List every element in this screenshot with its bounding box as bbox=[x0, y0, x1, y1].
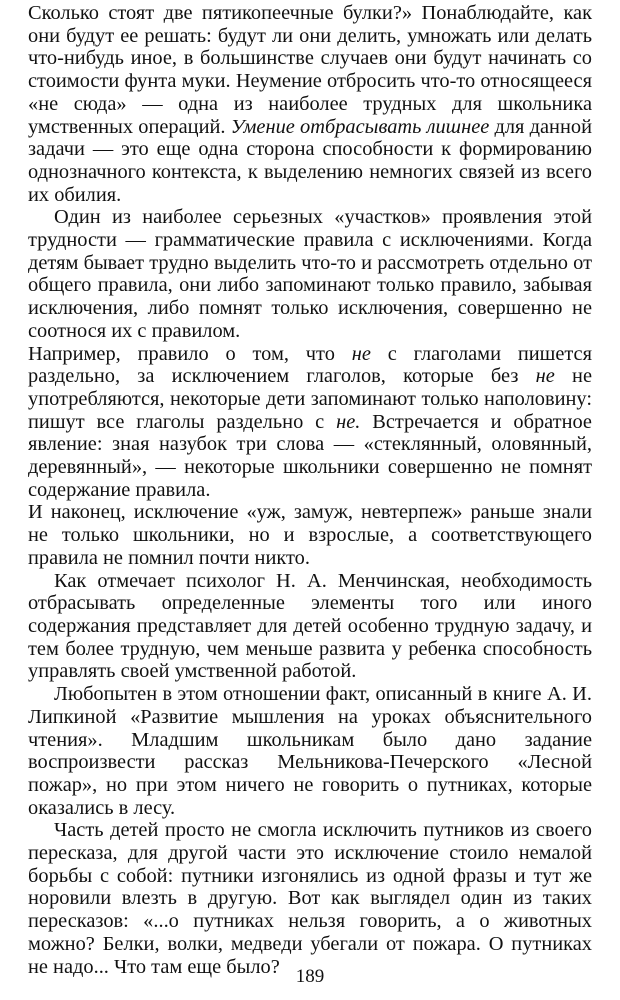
text-segment: Сколько стоят две пятикопеечные булки?» Понаблюдайте, как они будут ее решать: будут ли они делить, умножать или делать что-нибудь иное, в большинстве случаев они будут начинать со стоимости фунта муки. Неумение отбросить что-то относящееся «не сюда» — одна из наиболее трудных для школьника умственных операций. bbox=[28, 2, 592, 138]
paragraph bbox=[28, 683, 592, 819]
paragraph bbox=[28, 2, 592, 206]
italic-text-segment: не. bbox=[336, 410, 361, 433]
paragraph bbox=[28, 343, 592, 502]
text-segment: Как отмечает психолог Н. А. Менчинская, необходимость отбрасывать определенные элементы того или иного содержания представляет для детей особенно трудную задачу, и тем более трудную, чем меньше развита у ребенка способность управлять своей умственной работой. bbox=[28, 569, 592, 683]
text-segment: Один из наиболее серьезных «участков» проявления этой трудности — грамматические правила с исключениями. Когда детям бывает трудно выделить что-то и рассмотреть отдельно от общего правила, они либо запоминают только правило, забывая исключения, либо помнят только исключения, совершенно не соотнося их с правилом. bbox=[28, 206, 592, 342]
book-page-text bbox=[28, 2, 592, 978]
paragraph bbox=[28, 819, 592, 978]
paragraph bbox=[28, 570, 592, 684]
text-segment: с глаголами пишется раздельно, за исключением глаголов, которые без bbox=[28, 342, 592, 388]
text-segment: Любопытен в этом отношении факт, описанный в книге А. И. Липкиной «Развитие мышления на уроках объяснительного чтения». Младшим школьникам было дано задание воспроизвести рассказ Мельникова-Печерского «Лесной пожар», но при этом ничего не говорить о путниках, которые оказались в лесу. bbox=[28, 683, 592, 819]
text-segment: не употребляются, некоторые дети запоминают только наполовину: пишут все глаголы раздельно с bbox=[28, 365, 592, 433]
text-segment: И наконец, исключение «уж, замуж, невтерпеж» раньше знали не только школьники, но и взрослые, а соответствующего правила не помнил почти никто. bbox=[28, 501, 592, 569]
paragraph bbox=[28, 206, 592, 342]
text-segment: Например, правило о том, что bbox=[28, 342, 352, 365]
paragraph bbox=[28, 501, 592, 569]
text-segment: для данной задачи — это еще одна сторона способности к формированию однозначного контекста, к выделению немногих связей из всего их обилия. bbox=[28, 115, 592, 206]
italic-text-segment: не bbox=[535, 365, 555, 388]
text-segment: Часть детей просто не смогла исключить путников из своего пересказа, для другой части это исключение стоило немалой борьбы с собой: путники изгонялись из одной фразы и тут же норовили влезть в другую. Вот как выглядел один из таких пересказов: «...о путниках нельзя говорить, а о животных можно? Белки, волки, медведи убегали от пожара. О путниках не надо... Что там еще было? bbox=[28, 819, 592, 978]
page-number: 189 bbox=[295, 966, 325, 987]
text-segment: Встречается и обратное явление: зная назубок три слова — «стеклянный, оловянный, деревянный», — некоторые школьники совершенно не помнят содержание правила. bbox=[28, 410, 592, 501]
italic-text-segment: не bbox=[351, 342, 371, 365]
italic-text-segment: Умение отбрасывать лишнее bbox=[230, 115, 490, 138]
